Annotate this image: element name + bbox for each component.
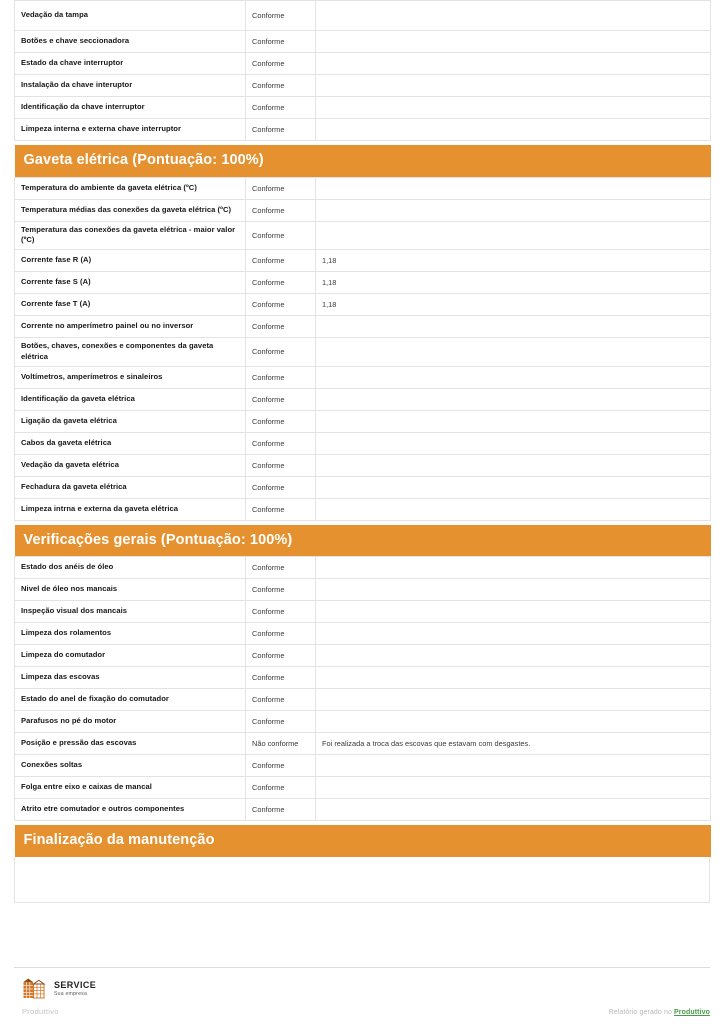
checklist-item-status: Conforme — [246, 177, 316, 199]
checklist-item-status: Conforme — [246, 777, 316, 799]
checklist-item-note — [316, 755, 711, 777]
section-header-row — [15, 520, 711, 557]
checklist-item-status: Conforme — [246, 623, 316, 645]
footer-divider — [14, 967, 710, 968]
checklist-item-note — [316, 454, 711, 476]
footer-generated-prefix: Relatório gerado no — [608, 1009, 674, 1016]
checklist-item-label: Corrente fase S (A) — [15, 272, 246, 294]
checklist-item-note — [316, 557, 711, 579]
checklist-item-status: Conforme — [246, 476, 316, 498]
checklist-item-label: Temperatura das conexões da gaveta elétrica - maior valor (ºC) — [15, 221, 246, 250]
checklist-item-status: Conforme — [246, 799, 316, 821]
checklist-item-label: Atrito etre comutador e outros componentes — [15, 799, 246, 821]
checklist-item-label: Estado da chave interruptor — [15, 53, 246, 75]
checklist-table — [14, 0, 711, 857]
section-header-title: Gaveta elétrica (Pontuação: 100%) — [15, 145, 711, 177]
logo-subtitle: Sua empresa — [54, 990, 88, 997]
checklist-item-status: Conforme — [246, 557, 316, 579]
checklist-item-note — [316, 689, 711, 711]
checklist-row — [15, 601, 711, 623]
checklist-item-note — [316, 623, 711, 645]
checklist-row — [15, 432, 711, 454]
checklist-row — [15, 667, 711, 689]
checklist-item-note — [316, 53, 711, 75]
checklist-row — [15, 199, 711, 221]
checklist-row — [15, 53, 711, 75]
checklist-item-note — [316, 1, 711, 31]
checklist-item-label: Parafusos no pé do motor — [15, 711, 246, 733]
checklist-item-label: Limpeza intrna e externa da gaveta elétrica — [15, 498, 246, 520]
section-header-row — [15, 141, 711, 178]
checklist-item-label: Temperatura do ambiente da gaveta elétrica (ºC) — [15, 177, 246, 199]
checklist-item-note — [316, 316, 711, 338]
checklist-item-status: Conforme — [246, 689, 316, 711]
checklist-item-status: Não conforme — [246, 733, 316, 755]
checklist-item-note — [316, 366, 711, 388]
checklist-row — [15, 733, 711, 755]
checklist-row — [15, 119, 711, 141]
checklist-row — [15, 177, 711, 199]
checklist-item-label: Voltímetros, amperímetros e sinaleiros — [15, 366, 246, 388]
checklist-item-status: Conforme — [246, 432, 316, 454]
checklist-item-note: Foi realizada a troca das escovas que estavam com desgastes. — [316, 733, 711, 755]
checklist-item-note: 1,18 — [316, 272, 711, 294]
checklist-row — [15, 272, 711, 294]
checklist-item-status: Conforme — [246, 711, 316, 733]
checklist-item-note — [316, 31, 711, 53]
checklist-item-status: Conforme — [246, 338, 316, 367]
checklist-item-note — [316, 388, 711, 410]
checklist-item-status: Conforme — [246, 579, 316, 601]
checklist-item-label: Identificação da chave interruptor — [15, 97, 246, 119]
checklist-item-note — [316, 119, 711, 141]
checklist-row — [15, 221, 711, 250]
checklist-item-status: Conforme — [246, 645, 316, 667]
checklist-item-label: Limpeza do comutador — [15, 645, 246, 667]
checklist-item-status: Conforme — [246, 601, 316, 623]
checklist-item-label: Vedação da tampa — [15, 1, 246, 31]
checklist-item-note — [316, 667, 711, 689]
checklist-item-note — [316, 711, 711, 733]
checklist-row — [15, 250, 711, 272]
checklist-item-label: Corrente fase R (A) — [15, 250, 246, 272]
checklist-row — [15, 294, 711, 316]
checklist-item-status: Conforme — [246, 199, 316, 221]
checklist-item-status: Conforme — [246, 119, 316, 141]
checklist-item-label: Posição e pressão das escovas — [15, 733, 246, 755]
company-logo — [22, 977, 710, 1001]
checklist-item-status: Conforme — [246, 31, 316, 53]
checklist-item-status: Conforme — [246, 388, 316, 410]
checklist-item-label: Folga entre eixo e caixas de mancal — [15, 777, 246, 799]
checklist-item-label: Botões, chaves, conexões e componentes da gaveta elétrica — [15, 338, 246, 367]
checklist-item-note — [316, 221, 711, 250]
checklist-row — [15, 579, 711, 601]
checklist-row — [15, 31, 711, 53]
checklist-item-note — [316, 97, 711, 119]
checklist-item-label: Vedação da gaveta elétrica — [15, 454, 246, 476]
checklist-item-note — [316, 498, 711, 520]
checklist-item-label: Inspeção visual dos mancais — [15, 601, 246, 623]
checklist-row — [15, 454, 711, 476]
footer-generated-by — [609, 1009, 710, 1016]
checklist-row — [15, 75, 711, 97]
checklist-item-note — [316, 338, 711, 367]
checklist-row — [15, 338, 711, 367]
checklist-item-label: Conexões soltas — [15, 755, 246, 777]
checklist-item-note — [316, 432, 711, 454]
section-header-title: Verificações gerais (Pontuação: 100%) — [15, 525, 711, 557]
checklist-item-note — [316, 410, 711, 432]
checklist-item-status: Conforme — [246, 316, 316, 338]
produttivo-link[interactable]: Produttivo — [674, 1009, 710, 1016]
checklist-row — [15, 476, 711, 498]
finalization-empty-area — [14, 857, 710, 903]
checklist-item-status: Conforme — [246, 53, 316, 75]
checklist-row — [15, 97, 711, 119]
checklist-item-status: Conforme — [246, 1, 316, 31]
checklist-row — [15, 557, 711, 579]
checklist-item-label: Ligação da gaveta elétrica — [15, 410, 246, 432]
checklist-item-label: Limpeza interna e externa chave interruptor — [15, 119, 246, 141]
footer-bottom-row — [14, 1007, 710, 1016]
checklist-item-note: 1,18 — [316, 294, 711, 316]
checklist-row — [15, 777, 711, 799]
checklist-row — [15, 799, 711, 821]
checklist-item-status: Conforme — [246, 366, 316, 388]
checklist-item-status: Conforme — [246, 250, 316, 272]
checklist-item-status: Conforme — [246, 498, 316, 520]
checklist-item-status: Conforme — [246, 294, 316, 316]
checklist-item-status: Conforme — [246, 410, 316, 432]
checklist-item-status: Conforme — [246, 97, 316, 119]
footer-brand-label: Produttivo — [22, 1007, 59, 1016]
checklist-row — [15, 316, 711, 338]
checklist-item-label: Nivel de óleo nos mancais — [15, 579, 246, 601]
checklist-item-label: Instalação da chave interuptor — [15, 75, 246, 97]
logo-title: SERVICE — [54, 980, 97, 991]
checklist-item-note — [316, 601, 711, 623]
checklist-item-label: Estado do anel de fixação do comutador — [15, 689, 246, 711]
checklist-row — [15, 366, 711, 388]
checklist-row — [15, 410, 711, 432]
checklist-row — [15, 623, 711, 645]
checklist-item-note — [316, 799, 711, 821]
checklist-item-label: Fechadura da gaveta elétrica — [15, 476, 246, 498]
checklist-item-note — [316, 645, 711, 667]
section-header-row — [15, 821, 711, 857]
checklist-item-label: Cabos da gaveta elétrica — [15, 432, 246, 454]
checklist-item-status: Conforme — [246, 75, 316, 97]
checklist-row — [15, 689, 711, 711]
checklist-item-status: Conforme — [246, 755, 316, 777]
checklist-row — [15, 1, 711, 31]
checklist-item-label: Identificação da gaveta elétrica — [15, 388, 246, 410]
checklist-row — [15, 498, 711, 520]
checklist-item-status: Conforme — [246, 454, 316, 476]
checklist-item-note — [316, 777, 711, 799]
section-header-title: Finalização da manutenção — [15, 825, 711, 857]
checklist-item-note — [316, 579, 711, 601]
building-icon — [22, 977, 48, 1001]
checklist-item-note — [316, 177, 711, 199]
checklist-item-status: Conforme — [246, 272, 316, 294]
checklist-item-label: Corrente fase T (A) — [15, 294, 246, 316]
page-footer — [14, 967, 710, 1016]
checklist-row — [15, 645, 711, 667]
checklist-item-status: Conforme — [246, 221, 316, 250]
checklist-item-label: Limpeza das escovas — [15, 667, 246, 689]
checklist-row — [15, 755, 711, 777]
checklist-item-label: Temperatura médias das conexões da gaveta elétrica (ºC) — [15, 199, 246, 221]
checklist-item-label: Estado dos anéis de óleo — [15, 557, 246, 579]
checklist-item-status: Conforme — [246, 667, 316, 689]
checklist-item-label: Botões e chave seccionadora — [15, 31, 246, 53]
checklist-item-note — [316, 476, 711, 498]
checklist-item-note: 1,18 — [316, 250, 711, 272]
checklist-item-note — [316, 75, 711, 97]
checklist-item-label: Corrente no amperímetro painel ou no inversor — [15, 316, 246, 338]
checklist-item-note — [316, 199, 711, 221]
checklist-row — [15, 711, 711, 733]
logo-text-block — [54, 981, 96, 997]
checklist-item-label: Limpeza dos rolamentos — [15, 623, 246, 645]
checklist-row — [15, 388, 711, 410]
